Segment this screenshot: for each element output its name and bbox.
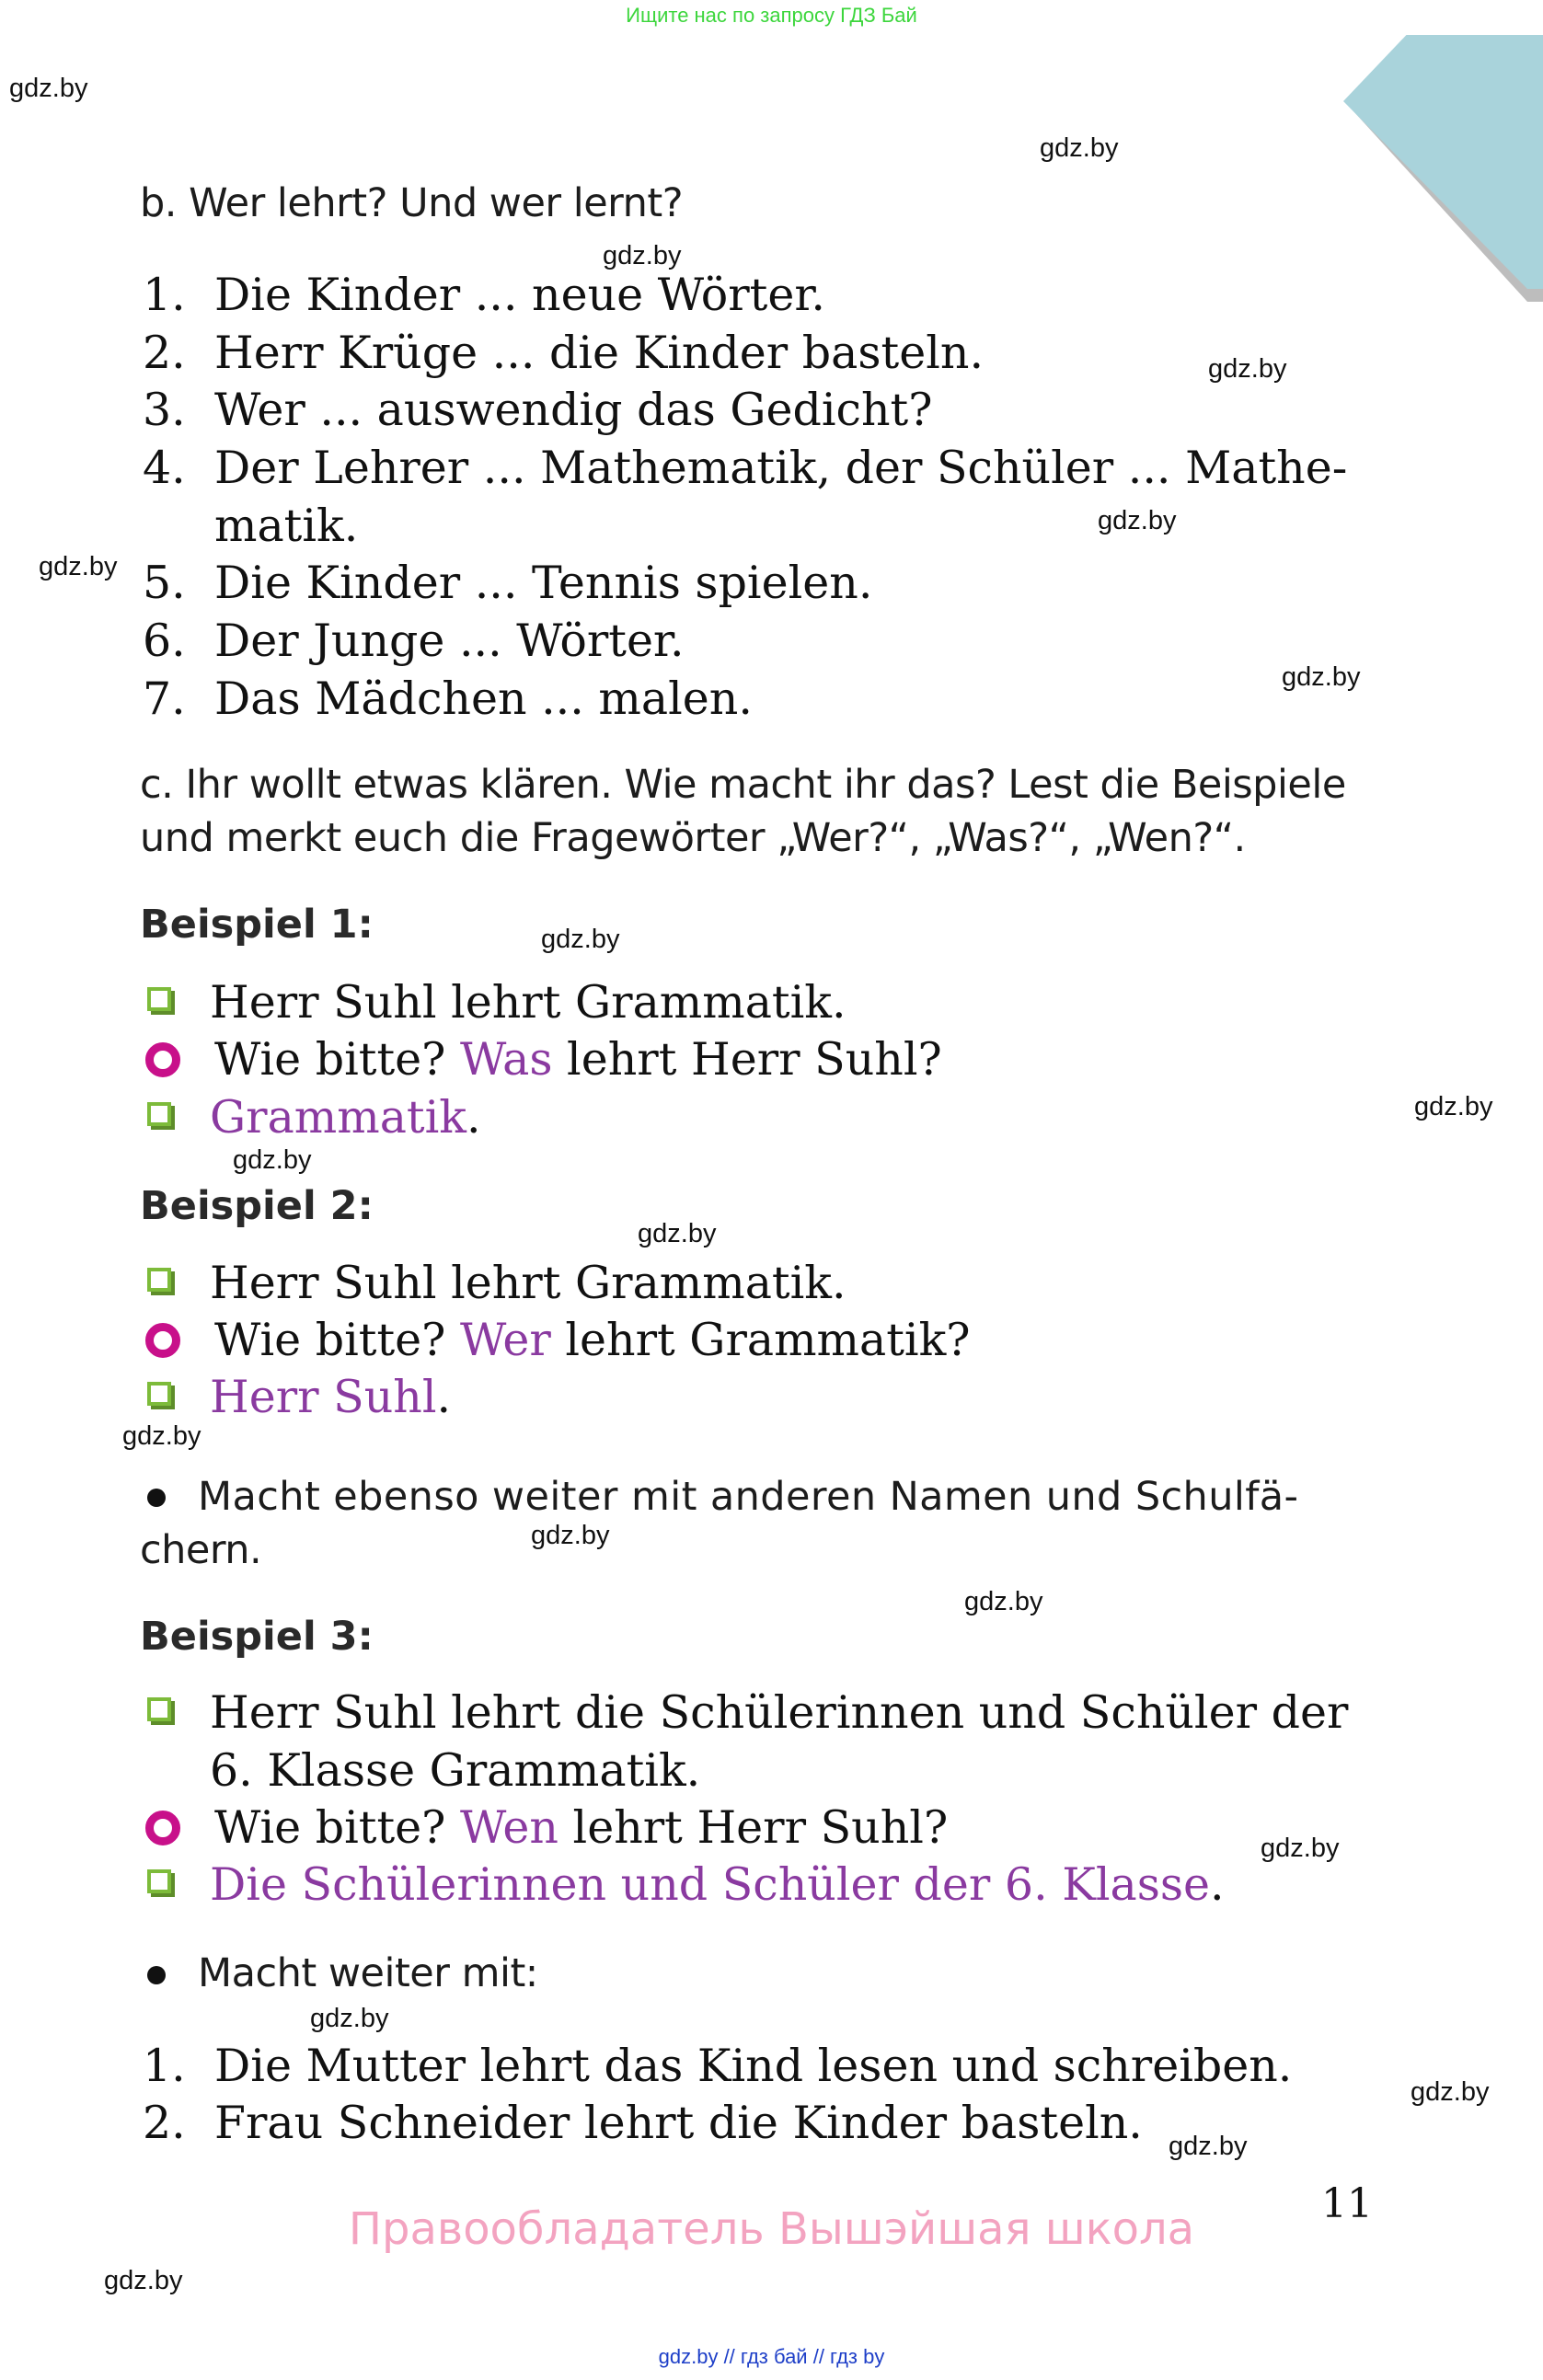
- example-3-title: Beispiel 3:: [140, 1614, 374, 1660]
- square-bullet-icon: [147, 987, 171, 1011]
- watermark: gdz.by: [1414, 1092, 1493, 1121]
- watermark: gdz.by: [1411, 2077, 1490, 2107]
- watermark: gdz.by: [531, 1521, 610, 1550]
- section-c-heading-line2: und merkt euch die Fragewörter „Wer?“, „Was?“, „Wen?“.: [140, 815, 1246, 861]
- example-3-line-1: Herr Suhl lehrt die Schülerinnen und Schüler der: [210, 1686, 1349, 1739]
- example-2-line-3: Herr Suhl.: [210, 1371, 452, 1423]
- watermark: gdz.by: [1261, 1834, 1340, 1863]
- section-b-heading: b. Wer lehrt? Und wer lernt?: [140, 180, 684, 226]
- bullet-dot-icon: [147, 1489, 166, 1507]
- square-bullet-icon: [147, 1697, 171, 1721]
- exercise-item: 4. Der Lehrer ... Mathematik, der Schüler ... Mathe-: [143, 442, 1348, 494]
- top-note: Ищите нас по запросу ГДЗ Бай: [626, 4, 917, 27]
- example-2-line-1: Herr Suhl lehrt Grammatik.: [210, 1257, 846, 1309]
- page-number: 11: [1321, 2180, 1373, 2227]
- watermark: gdz.by: [310, 2004, 389, 2033]
- watermark: gdz.by: [603, 241, 682, 270]
- square-bullet-icon: [147, 1102, 171, 1126]
- watermark: gdz.by: [541, 925, 620, 954]
- final-item: 1. Die Mutter lehrt das Kind lesen und schreiben.: [143, 2040, 1293, 2092]
- circle-bullet-icon: [145, 1042, 180, 1077]
- bullet-dot-icon: [147, 1966, 166, 1984]
- instruction-1-line-2: chern.: [140, 1527, 262, 1573]
- square-bullet-icon: [147, 1382, 171, 1406]
- example-1-line-1: Herr Suhl lehrt Grammatik.: [210, 976, 846, 1029]
- watermark: gdz.by: [233, 1145, 312, 1175]
- bottom-links[interactable]: gdz.by // гдз бай // гдз by: [658, 2345, 885, 2368]
- watermark: gdz.by: [122, 1421, 202, 1451]
- corner-decoration: [1343, 35, 1543, 339]
- exercise-item-continuation: matik.: [214, 500, 359, 552]
- watermark: gdz.by: [1040, 133, 1119, 163]
- exercise-item: 1. Die Kinder ... neue Wörter.: [143, 269, 825, 321]
- exercise-item: 2. Herr Krüge ... die Kinder basteln.: [143, 327, 985, 379]
- watermark: gdz.by: [1282, 662, 1361, 692]
- example-1-line-2: Wie bitte? Was lehrt Herr Suhl?: [214, 1033, 942, 1086]
- watermark: gdz.by: [1169, 2132, 1248, 2161]
- circle-bullet-icon: [145, 1323, 180, 1358]
- watermark: gdz.by: [964, 1587, 1043, 1616]
- instruction-1-line-1: Macht ebenso weiter mit anderen Namen und Schulfä-: [198, 1474, 1299, 1520]
- example-2-line-2: Wie bitte? Wer lehrt Grammatik?: [214, 1314, 971, 1366]
- example-3-line-3: Die Schülerinnen und Schüler der 6. Klasse.: [210, 1858, 1225, 1911]
- watermark: gdz.by: [9, 74, 88, 103]
- exercise-item: 6. Der Junge ... Wörter.: [143, 615, 685, 667]
- final-item: 2. Frau Schneider lehrt die Kinder basteln.: [143, 2097, 1143, 2149]
- example-1-line-3: Grammatik.: [210, 1091, 481, 1144]
- square-bullet-icon: [147, 1268, 171, 1292]
- exercise-item: 5. Die Kinder ... Tennis spielen.: [143, 557, 873, 609]
- watermark: gdz.by: [1098, 506, 1177, 535]
- exercise-item: 3. Wer ... auswendig das Gedicht?: [143, 384, 933, 436]
- example-3-line-2: Wie bitte? Wen lehrt Herr Suhl?: [214, 1801, 949, 1854]
- section-c-heading-line1: c. Ihr wollt etwas klären. Wie macht ihr das? Lest die Beispiele: [140, 762, 1346, 808]
- instruction-2: Macht weiter mit:: [198, 1950, 538, 1996]
- watermark: gdz.by: [638, 1219, 717, 1248]
- example-1-title: Beispiel 1:: [140, 902, 374, 948]
- watermark: gdz.by: [39, 552, 118, 581]
- exercise-item: 7. Das Mädchen ... malen.: [143, 673, 753, 725]
- example-2-title: Beispiel 2:: [140, 1183, 374, 1229]
- watermark: gdz.by: [104, 2266, 183, 2295]
- square-bullet-icon: [147, 1869, 171, 1893]
- watermark: gdz.by: [1208, 354, 1287, 384]
- circle-bullet-icon: [145, 1811, 180, 1845]
- example-3-line-1-continuation: 6. Klasse Grammatik.: [210, 1744, 701, 1797]
- copyright-notice: Правообладатель Вышэйшая школа: [348, 2203, 1195, 2255]
